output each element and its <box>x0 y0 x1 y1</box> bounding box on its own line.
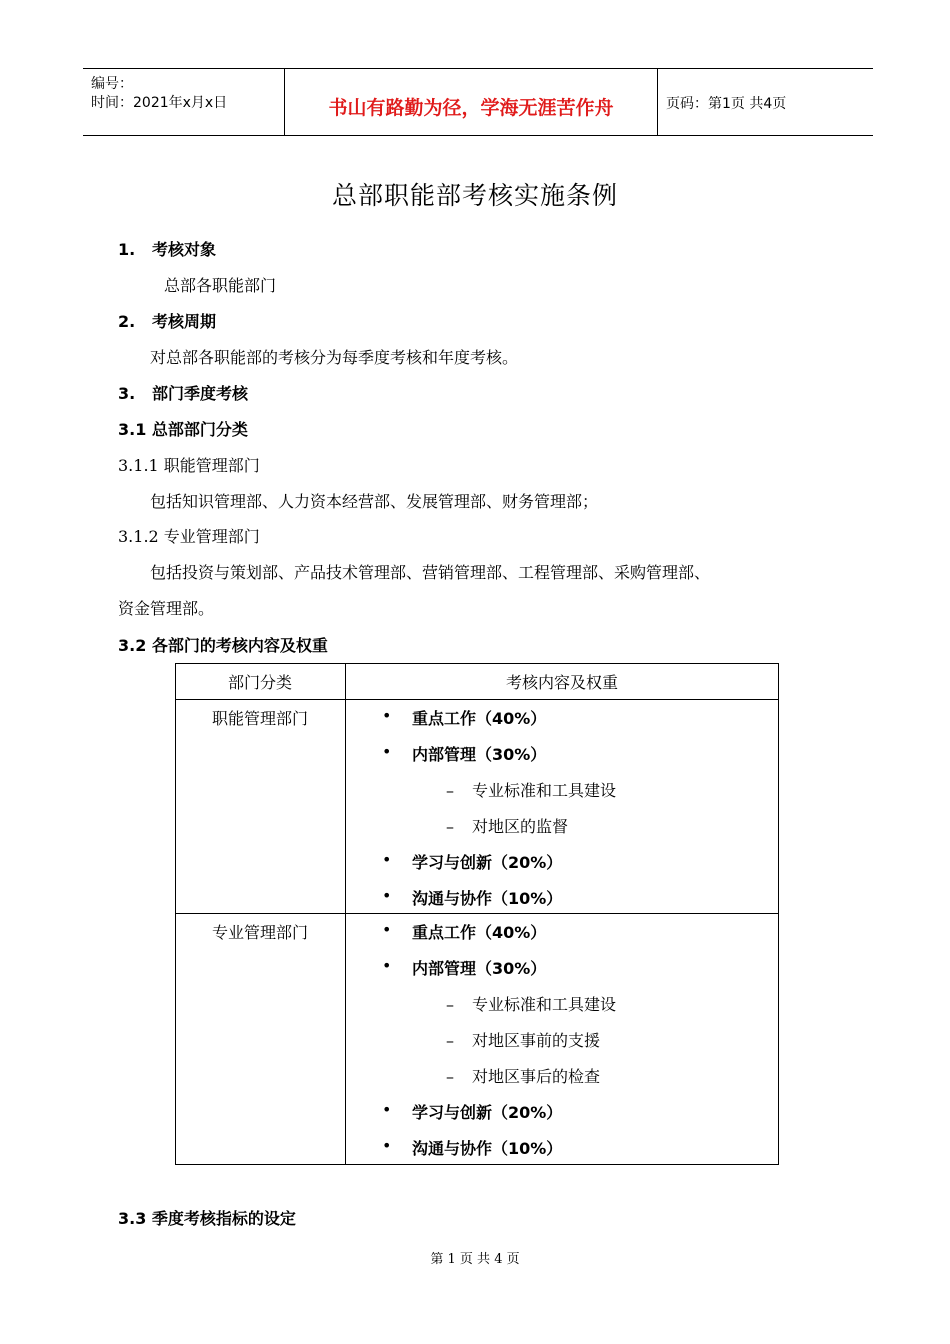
header-motto: 书山有路勤为径，学海无涯苦作舟 <box>328 97 614 119</box>
section-number: 2. <box>118 312 136 331</box>
list-item: 学习与创新（20%） <box>412 1103 563 1122</box>
section-title: 考核对象 <box>152 240 217 259</box>
section-3-1-2-body-line-1: 包括投资与策划部、产品技术管理部、营销管理部、工程管理部、采购管理部、 <box>150 563 711 582</box>
table-border <box>778 663 779 1165</box>
table-border <box>175 1164 779 1165</box>
weight-table <box>175 663 779 1165</box>
bullet-icon: • <box>382 1136 392 1155</box>
section-title: 部门季度考核 <box>152 384 249 403</box>
table-header-content: 考核内容及权重 <box>505 673 618 692</box>
section-3-3-heading: 3.3 季度考核指标的设定 <box>118 1209 296 1228</box>
dash-icon: – <box>446 817 454 836</box>
section-1-body: 总部各职能部门 <box>164 276 277 295</box>
bullet-icon: • <box>382 850 392 869</box>
header-time-label: 时间：2021年x月x日 <box>91 95 228 111</box>
section-number: 3. <box>118 384 136 403</box>
section-title: 考核周期 <box>152 312 217 331</box>
sub-item: – 对地区事前的支援 <box>446 1031 601 1050</box>
table-border <box>345 663 346 1165</box>
table-border <box>175 663 176 1165</box>
header-page-label: 页码：第1页 共4页 <box>666 96 787 112</box>
page-footer: 第 1 页 共 4 页 <box>430 1252 520 1267</box>
table-row-category: 专业管理部门 <box>211 923 308 942</box>
section-3-1-2-body-line-2: 资金管理部。 <box>118 599 215 618</box>
header-number-label: 编号： <box>91 76 133 92</box>
list-item: 沟通与协作（10%） <box>412 889 563 908</box>
bullet-icon: • <box>382 886 392 905</box>
section-3-1-1-heading: 3.1.1 职能管理部门 <box>118 456 260 475</box>
bullet-icon: • <box>382 706 392 725</box>
table-header-category: 部门分类 <box>227 673 292 692</box>
section-3-1-1-body: 包括知识管理部、人力资本经营部、发展管理部、财务管理部； <box>150 492 599 511</box>
dash-icon: – <box>446 781 454 800</box>
table-border <box>175 699 779 700</box>
list-item: 重点工作（40%） <box>412 923 547 942</box>
bullet-icon: • <box>382 1100 392 1119</box>
section-3-1-2-heading: 3.1.2 专业管理部门 <box>118 527 260 546</box>
section-number: 1. <box>118 240 136 259</box>
sub-item: – 专业标准和工具建设 <box>446 781 617 800</box>
list-item: 重点工作（40%） <box>412 709 547 728</box>
sub-item: – 对地区的监督 <box>446 817 569 836</box>
dash-icon: – <box>446 1067 454 1086</box>
bullet-icon: • <box>382 956 392 975</box>
sub-item: – 对地区事后的检查 <box>446 1067 601 1086</box>
section-3-1-heading: 3.1 总部部门分类 <box>118 420 248 439</box>
bullet-icon: • <box>382 742 392 761</box>
section-1-heading <box>118 237 216 260</box>
list-item: 沟通与协作（10%） <box>412 1139 563 1158</box>
dash-icon: – <box>446 995 454 1014</box>
sub-item: – 专业标准和工具建设 <box>446 995 617 1014</box>
section-3-2-heading: 3.2 各部门的考核内容及权重 <box>118 636 328 655</box>
list-item: 内部管理（30%） <box>412 745 547 764</box>
header-divider <box>657 69 658 135</box>
table-row-category: 职能管理部门 <box>211 709 308 728</box>
bullet-icon: • <box>382 920 392 939</box>
list-item: 学习与创新（20%） <box>412 853 563 872</box>
table-border <box>175 663 779 664</box>
table-border <box>175 913 779 914</box>
section-3-heading <box>118 381 248 404</box>
list-item: 内部管理（30%） <box>412 959 547 978</box>
page-header <box>83 68 873 136</box>
dash-icon: – <box>446 1031 454 1050</box>
document-title: 总部职能部考核实施条例 <box>331 181 618 210</box>
section-2-heading <box>118 309 216 332</box>
section-2-body: 对总部各职能部的考核分为每季度考核和年度考核。 <box>150 348 519 367</box>
